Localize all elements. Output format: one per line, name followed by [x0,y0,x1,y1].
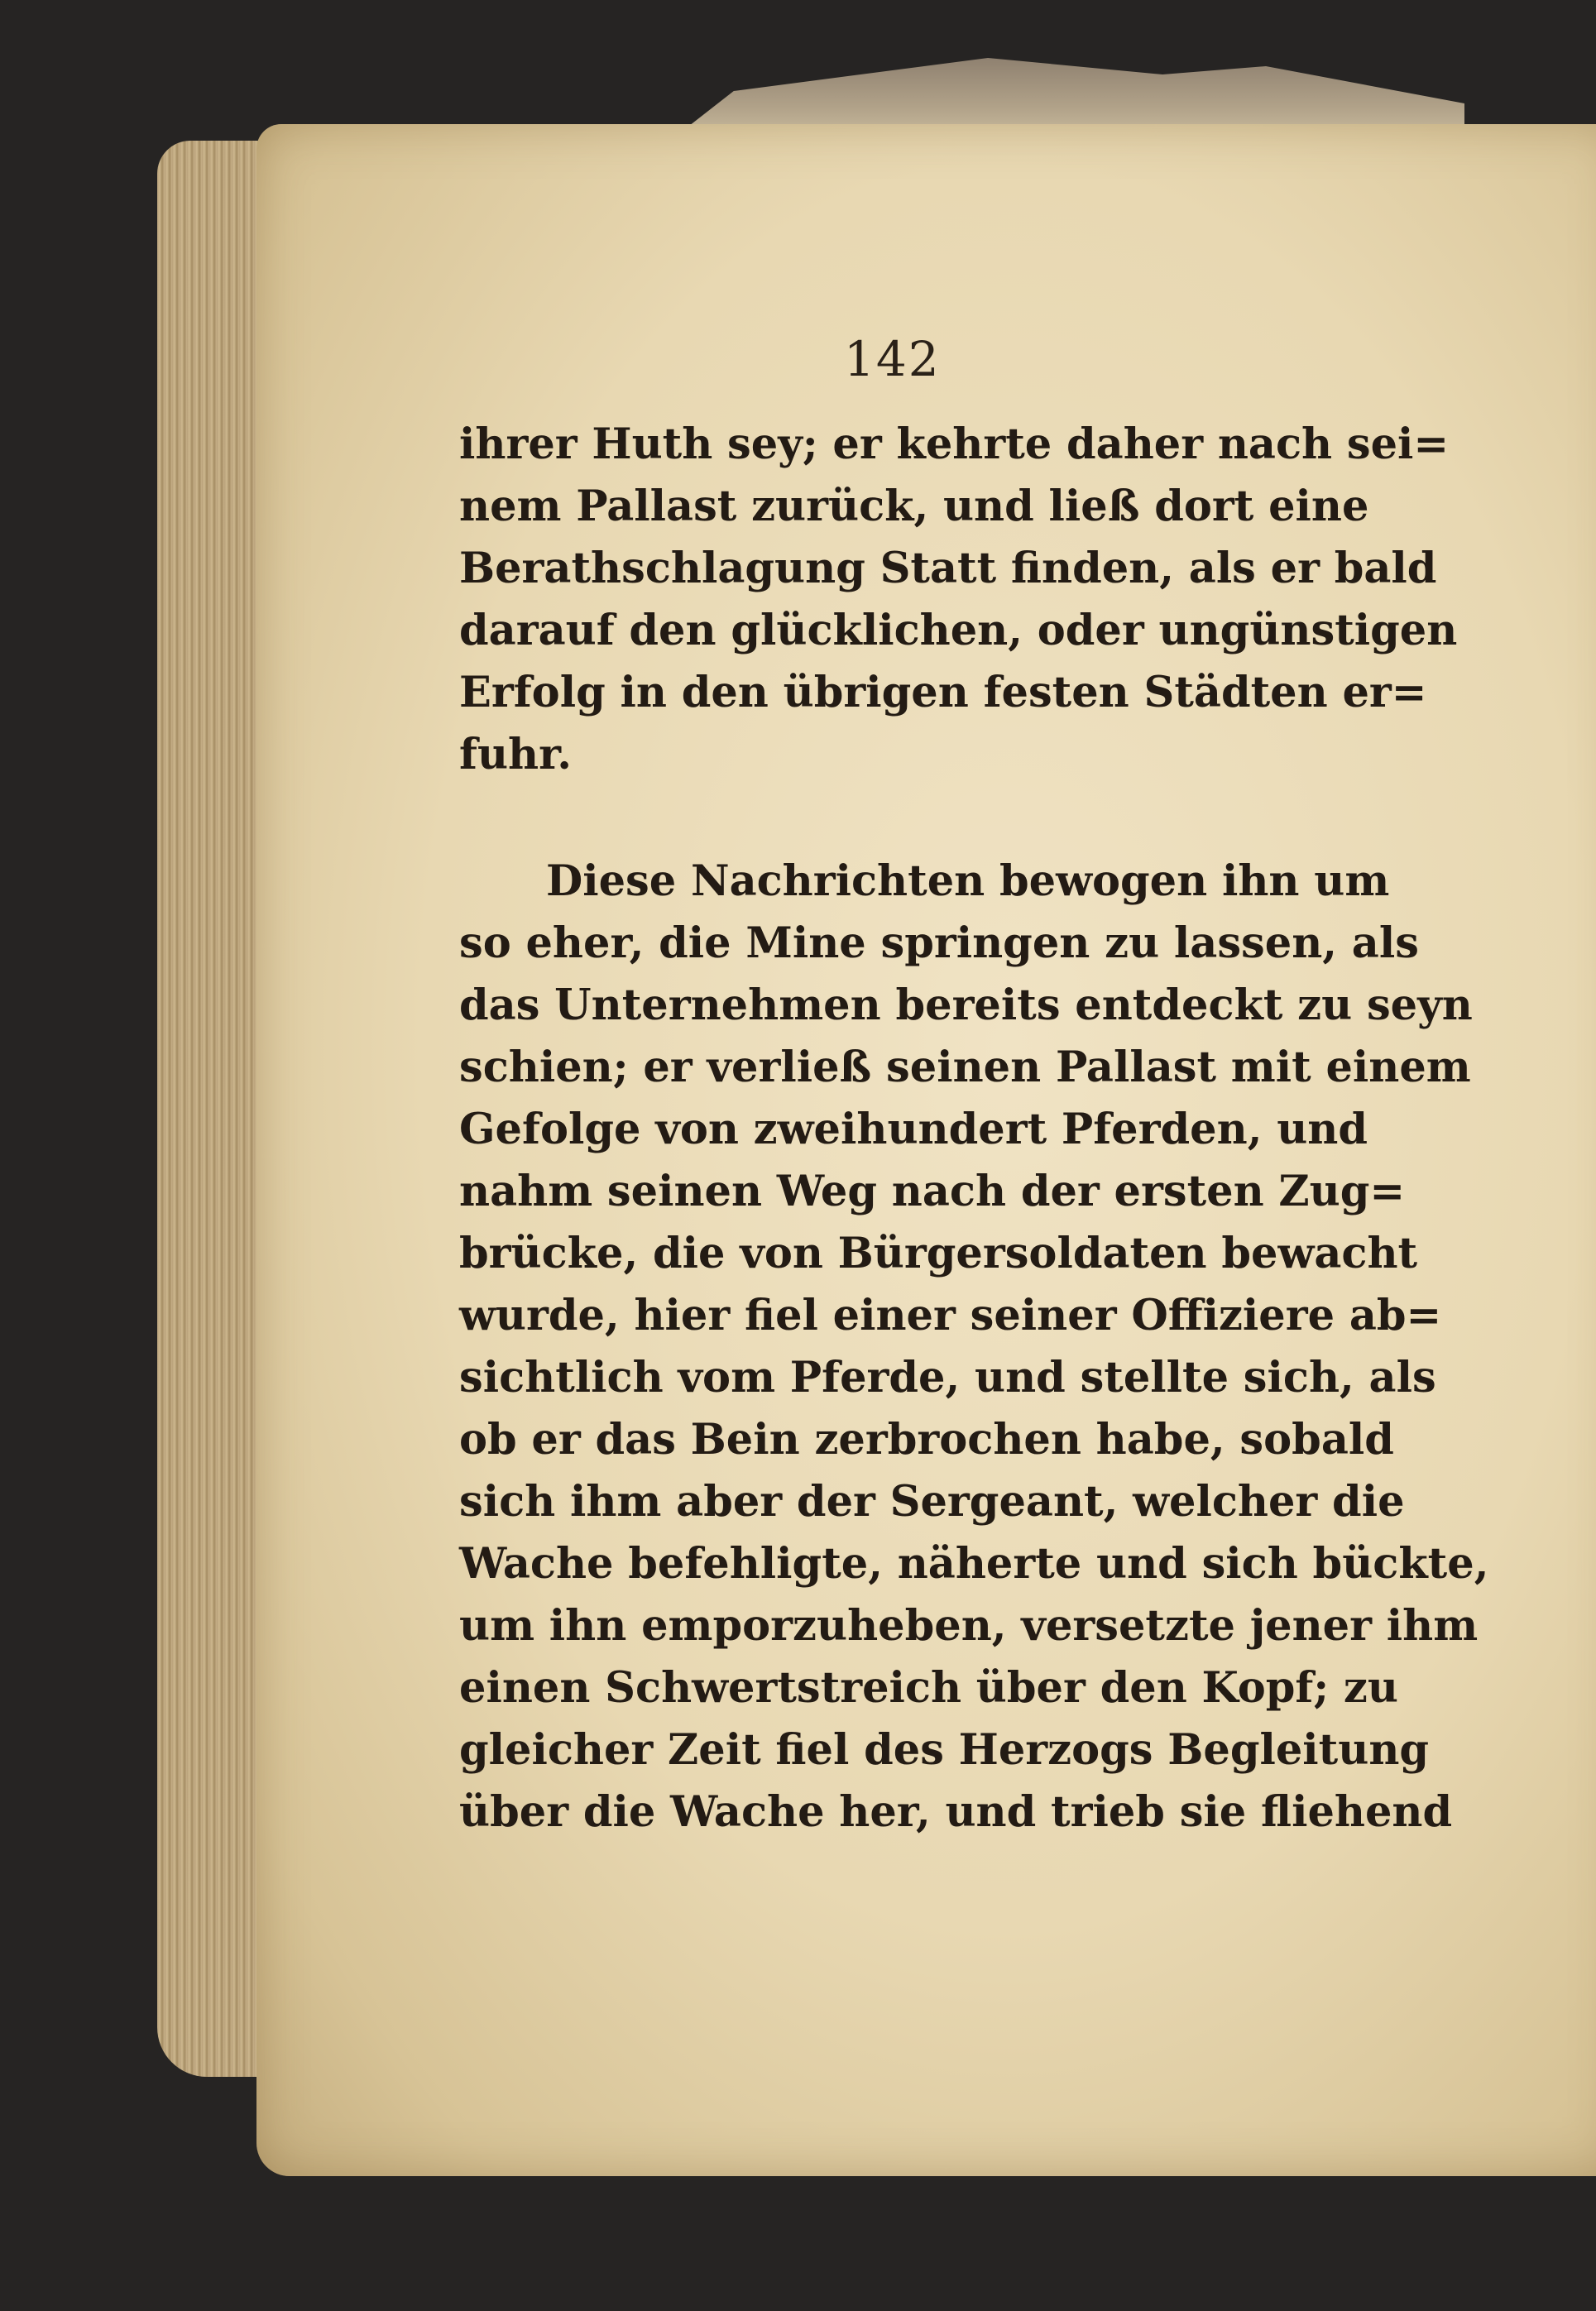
text-line: Gefolge von zweihundert Pferden, und [459,1105,1368,1154]
text-line: einen Schwertstreich über den Kopf; zu [459,1663,1398,1713]
text-line: gleicher Zeit fiel des Herzogs Begleitung [459,1725,1430,1775]
text-line: sich ihm aber der Sergeant, welcher die [459,1477,1405,1527]
page-text [459,414,1489,1844]
text-line: um ihn emporzuheben, versetzte jener ihm [459,1601,1479,1651]
text-line: Erfolg in den übrigen festen Städten er= [459,668,1427,717]
text-line: wurde, hier fiel einer seiner Offiziere ab= [459,1291,1442,1340]
text-line: das Unternehmen bereits entdeckt zu seyn [459,980,1473,1030]
text-line: Diese Nachrichten bewogen ihn um [546,856,1390,906]
text-line: schien; er verließ seinen Pallast mit einem [459,1043,1471,1092]
page-number: 142 [844,331,941,387]
text-line: ob er das Bein zerbrochen habe, sobald [459,1415,1394,1465]
text-line: über die Wache her, und trieb sie fliehend [459,1787,1453,1837]
text-line: fuhr. [459,730,573,779]
text-line: ihrer Huth sey; er kehrte daher nach sei= [459,420,1450,469]
text-line: darauf den glücklichen, oder ungünstigen [459,606,1458,655]
paragraph-2 [459,851,1489,1844]
text-line: sichtlich vom Pferde, und stellte sich, als [459,1353,1436,1402]
text-line: nahm seinen Weg nach der ersten Zug= [459,1167,1406,1216]
text-line: nem Pallast zurück, und ließ dort eine [459,482,1369,531]
text-line: Berathschlagung Statt finden, als er bald [459,544,1437,593]
text-line: so eher, die Mine springen zu lassen, als [459,918,1419,968]
paragraph-1 [459,414,1458,786]
text-line: brücke, die von Bürgersoldaten bewacht [459,1229,1418,1278]
text-line: Wache befehligte, näherte und sich bückte, [459,1539,1489,1589]
